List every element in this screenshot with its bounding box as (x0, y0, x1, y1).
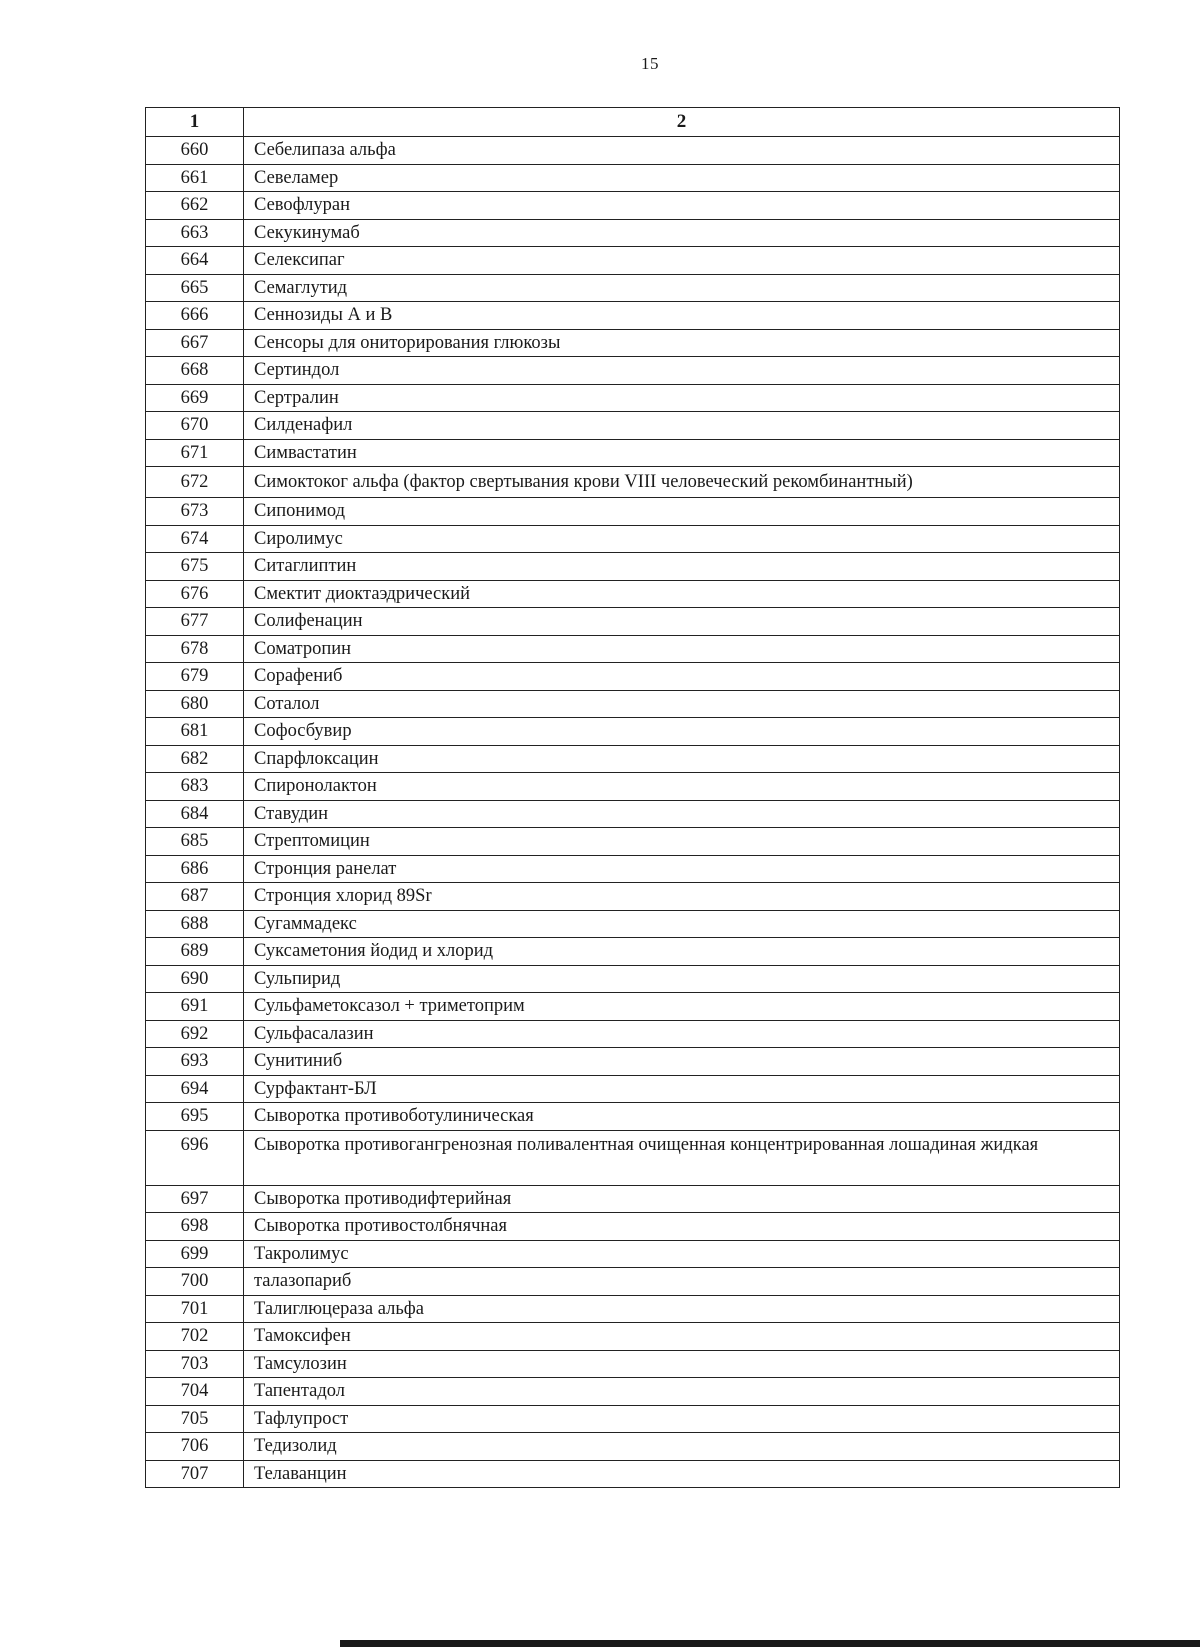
row-number: 703 (146, 1350, 244, 1378)
drug-name: Сыворотка противоботулиническая (244, 1103, 1120, 1131)
drug-name: Сыворотка противостолбнячная (244, 1213, 1120, 1241)
row-number: 680 (146, 690, 244, 718)
table-row (146, 412, 1120, 440)
table-row (146, 745, 1120, 773)
drug-name: Себелипаза альфа (244, 137, 1120, 165)
table-row (146, 1350, 1120, 1378)
table-row (146, 580, 1120, 608)
row-number: 673 (146, 498, 244, 526)
table-row (146, 1460, 1120, 1488)
table-row (146, 1295, 1120, 1323)
drug-name: Севеламер (244, 164, 1120, 192)
drug-name: Суксаметония йодид и хлорид (244, 938, 1120, 966)
row-number: 675 (146, 553, 244, 581)
table-body (146, 137, 1120, 1488)
table-row (146, 608, 1120, 636)
row-number: 683 (146, 773, 244, 801)
table-row (146, 883, 1120, 911)
table-row (146, 164, 1120, 192)
table-row (146, 993, 1120, 1021)
row-number: 671 (146, 439, 244, 467)
row-number: 685 (146, 828, 244, 856)
drug-name: Селексипаг (244, 247, 1120, 275)
table-row (146, 1130, 1120, 1185)
row-number: 687 (146, 883, 244, 911)
row-number: 689 (146, 938, 244, 966)
row-number: 666 (146, 302, 244, 330)
drug-name: Сурфактант-БЛ (244, 1075, 1120, 1103)
drug-name: Тапентадол (244, 1378, 1120, 1406)
table-row (146, 965, 1120, 993)
row-number: 702 (146, 1323, 244, 1351)
row-number: 682 (146, 745, 244, 773)
table-row (146, 1075, 1120, 1103)
table-row (146, 828, 1120, 856)
drug-name: Сорафениб (244, 663, 1120, 691)
row-number: 661 (146, 164, 244, 192)
row-number: 679 (146, 663, 244, 691)
drug-name: Спиронолактон (244, 773, 1120, 801)
drug-name: Софосбувир (244, 718, 1120, 746)
table-row (146, 1240, 1120, 1268)
row-number: 690 (146, 965, 244, 993)
row-number: 695 (146, 1103, 244, 1131)
table-row (146, 384, 1120, 412)
drug-name: Солифенацин (244, 608, 1120, 636)
drug-name: Такролимус (244, 1240, 1120, 1268)
table-row (146, 938, 1120, 966)
drug-name: Стронция хлорид 89Sr (244, 883, 1120, 911)
table-row (146, 690, 1120, 718)
row-number: 704 (146, 1378, 244, 1406)
row-number: 665 (146, 274, 244, 302)
table-row (146, 855, 1120, 883)
row-number: 696 (146, 1130, 244, 1185)
drug-name: Сыворотка противогангренозная поливалентная очищенная концентрированная лошадиная жидкая (244, 1130, 1120, 1185)
drug-name: Сунитиниб (244, 1048, 1120, 1076)
drug-name: Стрептомицин (244, 828, 1120, 856)
drug-name: Соматропин (244, 635, 1120, 663)
row-number: 670 (146, 412, 244, 440)
row-number: 663 (146, 219, 244, 247)
drug-name: талазопариб (244, 1268, 1120, 1296)
table-row (146, 302, 1120, 330)
table-row (146, 192, 1120, 220)
table-header-row (146, 108, 1120, 137)
table-row (146, 525, 1120, 553)
drug-name: Ситаглиптин (244, 553, 1120, 581)
table-row (146, 553, 1120, 581)
row-number: 684 (146, 800, 244, 828)
page-number: 15 (641, 54, 659, 73)
row-number: 664 (146, 247, 244, 275)
drug-name: Симвастатин (244, 439, 1120, 467)
table-row (146, 137, 1120, 165)
row-number: 700 (146, 1268, 244, 1296)
row-number: 705 (146, 1405, 244, 1433)
drug-name: Стронция ранелат (244, 855, 1120, 883)
header-column-name: 2 (244, 108, 1120, 137)
table-row (146, 329, 1120, 357)
drug-name: Сульфаметоксазол + триметоприм (244, 993, 1120, 1021)
drug-name: Сипонимод (244, 498, 1120, 526)
table-row (146, 635, 1120, 663)
row-number: 694 (146, 1075, 244, 1103)
row-number: 662 (146, 192, 244, 220)
row-number: 688 (146, 910, 244, 938)
row-number: 667 (146, 329, 244, 357)
drug-name: Соталол (244, 690, 1120, 718)
drug-list-table (145, 107, 1120, 1488)
table-row (146, 1185, 1120, 1213)
drug-name: Севофлуран (244, 192, 1120, 220)
row-number: 669 (146, 384, 244, 412)
drug-name: Спарфлоксацин (244, 745, 1120, 773)
table-row (146, 773, 1120, 801)
table-row (146, 800, 1120, 828)
bottom-scan-edge (340, 1640, 1200, 1647)
row-number: 693 (146, 1048, 244, 1076)
drug-name: Семаглутид (244, 274, 1120, 302)
row-number: 691 (146, 993, 244, 1021)
row-number: 681 (146, 718, 244, 746)
table-row (146, 357, 1120, 385)
table-row (146, 1213, 1120, 1241)
row-number: 706 (146, 1433, 244, 1461)
row-number: 677 (146, 608, 244, 636)
table-row (146, 1103, 1120, 1131)
table-row (146, 1020, 1120, 1048)
table-row (146, 718, 1120, 746)
row-number: 707 (146, 1460, 244, 1488)
drug-name: Сульфасалазин (244, 1020, 1120, 1048)
row-number: 692 (146, 1020, 244, 1048)
table-row (146, 219, 1120, 247)
drug-name: Сиролимус (244, 525, 1120, 553)
drug-name: Сертиндол (244, 357, 1120, 385)
table-row (146, 274, 1120, 302)
row-number: 686 (146, 855, 244, 883)
table-row (146, 1433, 1120, 1461)
drug-name: Талиглюцераза альфа (244, 1295, 1120, 1323)
table-row (146, 1378, 1120, 1406)
table-row (146, 1405, 1120, 1433)
drug-name: Телаванцин (244, 1460, 1120, 1488)
drug-name: Сульпирид (244, 965, 1120, 993)
drug-name: Сенсоры для ониторирования глюкозы (244, 329, 1120, 357)
row-number: 660 (146, 137, 244, 165)
header-column-number: 1 (146, 108, 244, 137)
row-number: 676 (146, 580, 244, 608)
row-number: 668 (146, 357, 244, 385)
drug-name: Сертралин (244, 384, 1120, 412)
drug-name: Тамсулозин (244, 1350, 1120, 1378)
row-number: 698 (146, 1213, 244, 1241)
table-row (146, 1268, 1120, 1296)
row-number: 699 (146, 1240, 244, 1268)
drug-name: Секукинумаб (244, 219, 1120, 247)
drug-name: Тафлупрост (244, 1405, 1120, 1433)
drug-name: Силденафил (244, 412, 1120, 440)
table-row (146, 1323, 1120, 1351)
row-number: 697 (146, 1185, 244, 1213)
drug-name: Симоктоког альфа (фактор свертывания крови VIII человеческий рекомбинантный) (244, 467, 1120, 498)
table-row (146, 663, 1120, 691)
table-row (146, 439, 1120, 467)
table-row (146, 498, 1120, 526)
drug-name: Сугаммадекс (244, 910, 1120, 938)
drug-name: Тамоксифен (244, 1323, 1120, 1351)
table-row (146, 1048, 1120, 1076)
drug-name: Сыворотка противодифтерийная (244, 1185, 1120, 1213)
drug-name: Тедизолид (244, 1433, 1120, 1461)
row-number: 672 (146, 467, 244, 498)
table-row (146, 247, 1120, 275)
drug-name: Сеннозиды А и В (244, 302, 1120, 330)
table-row (146, 910, 1120, 938)
row-number: 674 (146, 525, 244, 553)
table-row (146, 467, 1120, 498)
drug-name: Ставудин (244, 800, 1120, 828)
row-number: 701 (146, 1295, 244, 1323)
drug-name: Смектит диоктаэдрический (244, 580, 1120, 608)
row-number: 678 (146, 635, 244, 663)
